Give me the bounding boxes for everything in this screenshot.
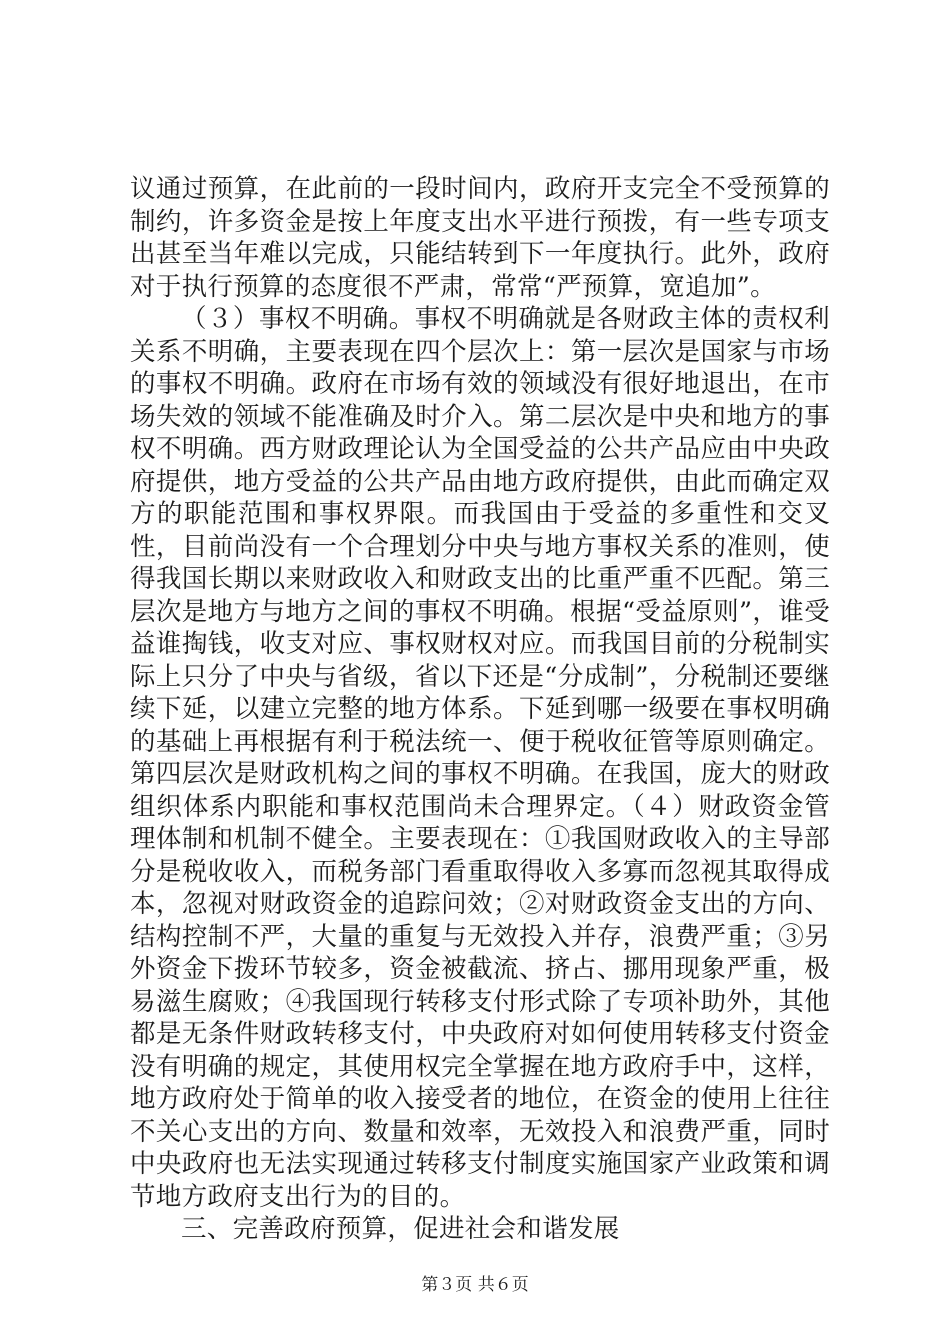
paragraph-continuation: 议通过预算，在此前的一段时间内，政府开支完全不受预算的制约，许多资金是按上年度支出水平进行预拨，有一些专项支出甚至当年难以完成，只能结转到下一年度执行。此外，政府对于执行预算的态度很不严肃，常常“严预算，宽追加”。 [130, 174, 830, 302]
document-body [130, 173, 830, 1246]
paragraph-authority-unclear: （３）事权不明确。事权不明确就是各财政主体的责权利关系不明确，主要表现在四个层次上：第一层次是国家与市场的事权不明确。政府在市场有效的领域没有很好地退出，在市场失效的领域不能准确及时介入。第二层次是中央和地方的事权不明确。西方财政理论认为全国受益的公共产品应由中央政府提供，地方受益的公共产品由地方政府提供，由此而确定双方的职能范围和事权界限。而我国由于受益的多重性和交叉性，目前尚没有一个合理划分中央与地方事权关系的准则，使得我国长期以来财政收入和财政支出的比重严重不匹配。第三层次是地方与地方之间的事权不明确。根据“受益原则”，谁受益谁掏钱，收支对应、事权财权对应。而我国目前的分税制实际上只分了中央与省级，省以下还是“分成制”，分税制还要继续下延，以建立完整的地方体系。下延到哪一级要在事权明确的基础上再根据有利于税法统一、便于税收征管等原则确定。第四层次是财政机构之间的事权不明确。在我国，庞大的财政组织体系内职能和事权范围尚未合理界定。（４）财政资金管理体制和机制不健全。主要表现在：①我国财政收入的主导部分是税收收入，而税务部门看重取得收入多寡而忽视其取得成本，忽视对财政资金的追踪问效；②对财政资金支出的方向、结构控制不严，大量的重复与无效投入并存，浪费严重；③另外资金下拨环节较多，资金被截流、挤占、挪用现象严重，极易滋生腐败；④我国现行转移支付形式除了专项补助外，其他都是无条件财政转移支付，中央政府对如何使用转移支付资金没有明确的规定，其使用权完全掌握在地方政府手中，这样，地方政府处于简单的收入接受者的地位，在资金的使用上往往不关心支出的方向、数量和效率，无效投入和浪费严重，同时中央政府也无法实现通过转移支付制度实施国家产业政策和调节地方政府支出行为的目的。 [130, 304, 830, 1212]
section-heading: 三、完善政府预算，促进社会和谐发展 [181, 1214, 620, 1244]
page-footer: 第３页 共６页 [421, 1275, 529, 1295]
